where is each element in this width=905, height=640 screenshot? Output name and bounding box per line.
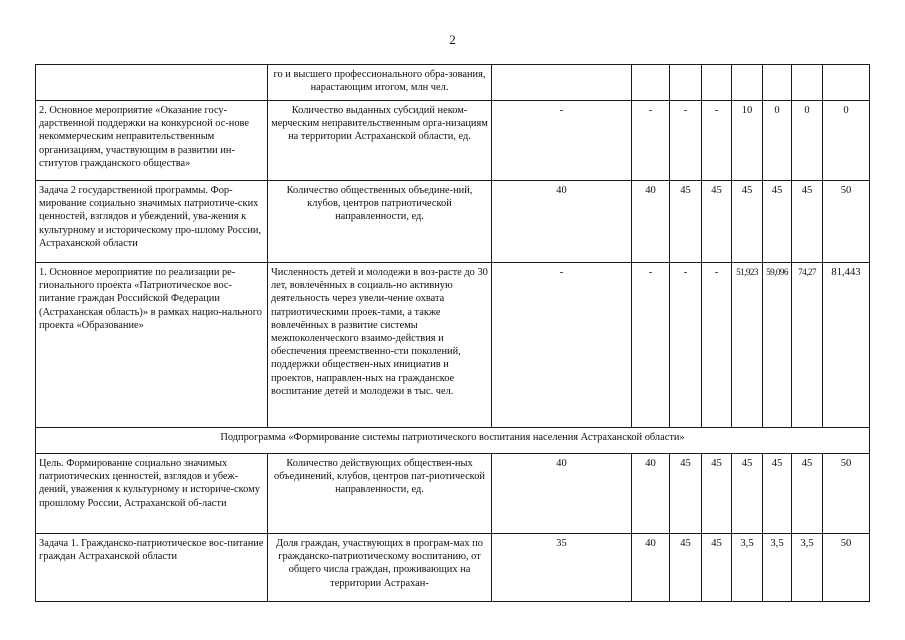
year-value — [732, 65, 763, 101]
row-description: 1. Основное мероприятие по реализации ре-гионального проекта «Патриотическое вос-питание граждан Российской Федерации (Астраханская область)» в рамках нацио-нального проекта «Образование» — [36, 263, 268, 428]
year-value: - — [702, 101, 732, 181]
base-value: - — [492, 101, 632, 181]
year-value: 0 — [792, 101, 823, 181]
base-value: 35 — [492, 534, 632, 602]
program-indicators-table — [35, 64, 870, 602]
subprogram-title: Подпрограмма «Формирование системы патриотического воспитания населения Астраханской области» — [36, 428, 870, 454]
year-value: 50 — [823, 534, 870, 602]
year-value: 59,096 — [763, 263, 792, 428]
table-row — [36, 181, 870, 263]
year-value: - — [670, 263, 702, 428]
row-description: Задача 2 государственной программы. Фор-мирование социально значимых патриотиче-ских ценностей, взглядов и убеждений, ува-жения к культурному и историческому про-шлому России, Астраханской области — [36, 181, 268, 263]
year-value: 10 — [732, 101, 763, 181]
table-row — [36, 263, 870, 428]
year-value: - — [670, 101, 702, 181]
year-value: 45 — [732, 181, 763, 263]
base-value — [492, 65, 632, 101]
year-value: 45 — [732, 454, 763, 534]
page-number: 2 — [449, 32, 456, 47]
table-row — [36, 65, 870, 101]
year-value: 50 — [823, 454, 870, 534]
year-value: 81,443 — [823, 263, 870, 428]
year-value — [792, 65, 823, 101]
year-value: - — [702, 263, 732, 428]
row-indicator: Количество выданных субсидий неком-мерческим неправительственным орга-низациям на территории Астраханской области, ед. — [268, 101, 492, 181]
year-value: 3,5 — [763, 534, 792, 602]
year-value: 40 — [632, 534, 670, 602]
year-value — [702, 65, 732, 101]
row-indicator: Количество общественных объедине-ний, клубов, центров патриотической направленности, ед. — [268, 181, 492, 263]
base-value: 40 — [492, 454, 632, 534]
year-value: 0 — [763, 101, 792, 181]
subprogram-row — [36, 428, 870, 454]
year-value: 40 — [632, 454, 670, 534]
row-indicator: Численность детей и молодежи в воз-расте до 30 лет, вовлечённых в социаль-но активную деятельность через увели-чение охвата патриотическими проек-тами, а также вовлечённых в развитие системы межпоколенческого взаимо-действия и обеспечения преемственно-сти поколений, поддержки обществен-ных инициатив и проектов, направлен-ных на гражданское воспитание детей и молодежи в тыс. чел. — [268, 263, 492, 428]
year-value: 45 — [792, 454, 823, 534]
year-value: 45 — [702, 454, 732, 534]
table-row — [36, 454, 870, 534]
year-value: 45 — [792, 181, 823, 263]
year-value: 0 — [823, 101, 870, 181]
year-value: 45 — [670, 534, 702, 602]
year-value — [763, 65, 792, 101]
year-value: 3,5 — [732, 534, 763, 602]
year-value: 40 — [632, 181, 670, 263]
row-indicator: Доля граждан, участвующих в програм-мах по гражданско-патриотическому воспитанию, от общего числа граждан, проживающих на территории Астрахан- — [268, 534, 492, 602]
table-row — [36, 101, 870, 181]
year-value — [823, 65, 870, 101]
year-value: 45 — [763, 454, 792, 534]
row-indicator: го и высшего профессионального обра-зования, нарастающим итогом, млн чел. — [268, 65, 492, 101]
year-value: 45 — [763, 181, 792, 263]
row-description: Задача 1. Гражданско-патриотическое вос-питание граждан Астраханской области — [36, 534, 268, 602]
year-value — [670, 65, 702, 101]
year-value — [632, 65, 670, 101]
table-row — [36, 534, 870, 602]
year-value: 45 — [670, 454, 702, 534]
year-value: - — [632, 263, 670, 428]
row-indicator: Количество действующих обществен-ных объединений, клубов, центров пат-риотической направленности, ед. — [268, 454, 492, 534]
year-value: 45 — [670, 181, 702, 263]
year-value: 51,923 — [732, 263, 763, 428]
year-value: 45 — [702, 534, 732, 602]
year-value: 50 — [823, 181, 870, 263]
year-value: - — [632, 101, 670, 181]
year-value: 74,27 — [792, 263, 823, 428]
row-description: Цель. Формирование социально значимых патриотических ценностей, взглядов и убеж-дений, уважения к культурному и историче-скому прошлому России, Астраханской об-ласти — [36, 454, 268, 534]
row-description: 2. Основное мероприятие «Оказание госу-дарственной поддержки на конкурсной ос-нове некоммерческим неправительственным организациям, участвующим в развитии ин-ститутов гражданского общества» — [36, 101, 268, 181]
base-value: 40 — [492, 181, 632, 263]
year-value: 3,5 — [792, 534, 823, 602]
row-description — [36, 65, 268, 101]
base-value: - — [492, 263, 632, 428]
year-value: 45 — [702, 181, 732, 263]
